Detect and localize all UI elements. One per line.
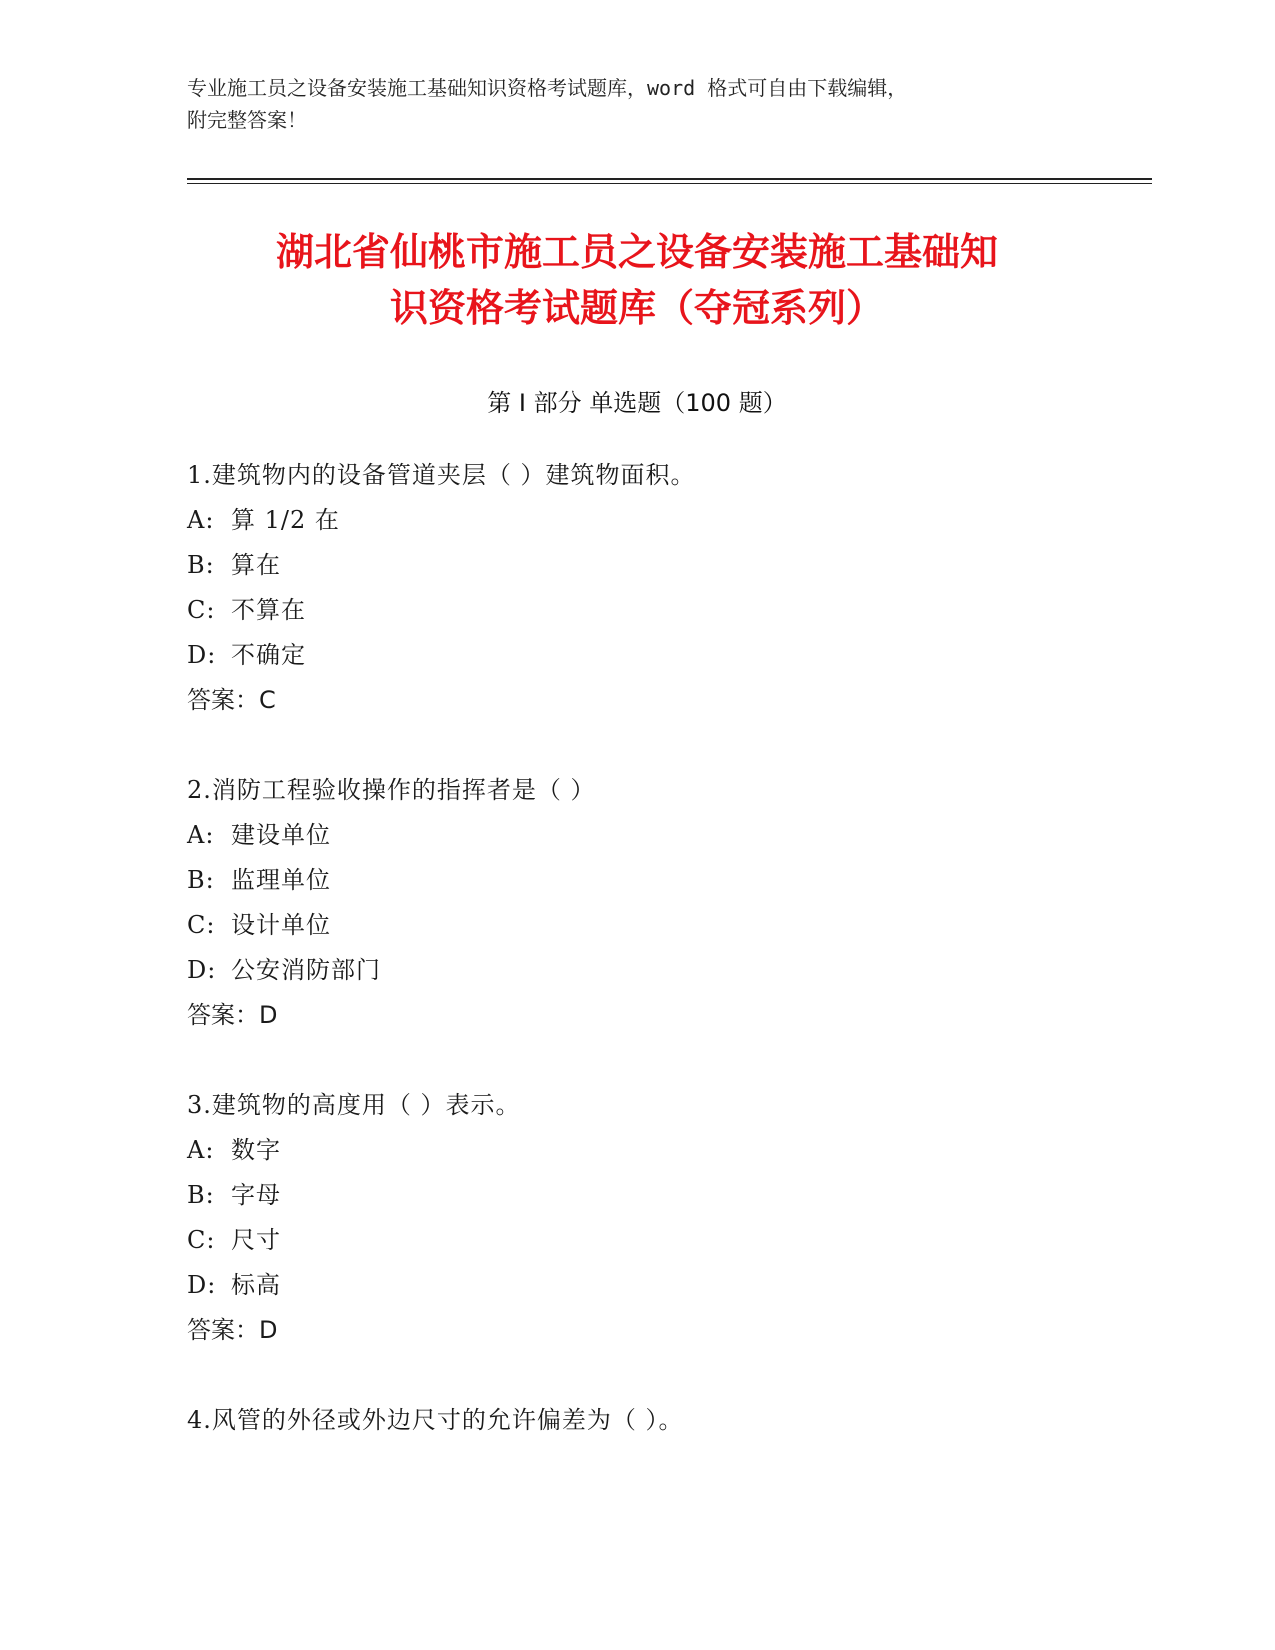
option-text: 算 1/2 在 — [231, 506, 340, 534]
option-text: 不算在 — [231, 596, 306, 624]
option-letter: A: — [187, 821, 215, 849]
document-title-line-2: 识资格考试题库（夺冠系列） — [389, 286, 884, 330]
option-b — [187, 543, 1087, 588]
option-a — [187, 498, 1087, 543]
option-letter: C: — [187, 1226, 216, 1254]
option-text: 建设单位 — [231, 821, 331, 849]
option-c — [187, 1218, 1087, 1263]
question-stem: 1.建筑物内的设备管道夹层（ ）建筑物面积。 — [187, 461, 696, 489]
option-b — [187, 1173, 1087, 1218]
question-3 — [187, 1083, 1087, 1353]
option-letter: C: — [187, 596, 216, 624]
option-text: 算在 — [231, 551, 281, 579]
option-c — [187, 588, 1087, 633]
option-text: 设计单位 — [231, 911, 331, 939]
answer: 答案：C — [187, 686, 276, 714]
option-letter: B: — [187, 866, 215, 894]
option-d — [187, 1263, 1087, 1308]
option-text: 监理单位 — [231, 866, 331, 894]
option-b — [187, 858, 1087, 903]
header-note — [187, 72, 1067, 136]
document-title — [187, 224, 1087, 336]
option-letter: D: — [187, 641, 217, 669]
header-note-line-2: 附完整答案！ — [187, 108, 307, 132]
option-text: 公安消防部门 — [231, 956, 381, 984]
option-letter: C: — [187, 911, 216, 939]
option-text: 不确定 — [231, 641, 306, 669]
question-stem: 2.消防工程验收操作的指挥者是（ ） — [187, 776, 596, 804]
question-2 — [187, 768, 1087, 1038]
header-divider-thin — [187, 183, 1152, 184]
option-letter: D: — [187, 1271, 217, 1299]
option-letter: B: — [187, 1181, 215, 1209]
option-letter: A: — [187, 506, 215, 534]
document-title-line-1: 湖北省仙桃市施工员之设备安装施工基础知 — [275, 230, 998, 274]
section-title: 第 I 部分 单选题（100 题） — [487, 389, 787, 417]
option-d — [187, 633, 1087, 678]
option-letter: A: — [187, 1136, 215, 1164]
answer: 答案：D — [187, 1316, 278, 1344]
option-text: 字母 — [231, 1181, 281, 1209]
option-d — [187, 948, 1087, 993]
option-text: 尺寸 — [231, 1226, 281, 1254]
option-a — [187, 1128, 1087, 1173]
option-text: 数字 — [231, 1136, 281, 1164]
header-divider-thick — [187, 178, 1152, 180]
question-stem: 4.风管的外径或外边尺寸的允许偏差为（ ）。 — [187, 1406, 684, 1434]
option-letter: B: — [187, 551, 215, 579]
option-text: 标高 — [231, 1271, 281, 1299]
option-letter: D: — [187, 956, 217, 984]
question-1 — [187, 453, 1087, 723]
question-stem: 3.建筑物的高度用（ ）表示。 — [187, 1091, 521, 1119]
header-note-line-1: 专业施工员之设备安装施工基础知识资格考试题库，word 格式可自由下载编辑， — [187, 76, 908, 100]
option-c — [187, 903, 1087, 948]
option-a — [187, 813, 1087, 858]
answer: 答案：D — [187, 1001, 278, 1029]
question-4 — [187, 1398, 1087, 1443]
